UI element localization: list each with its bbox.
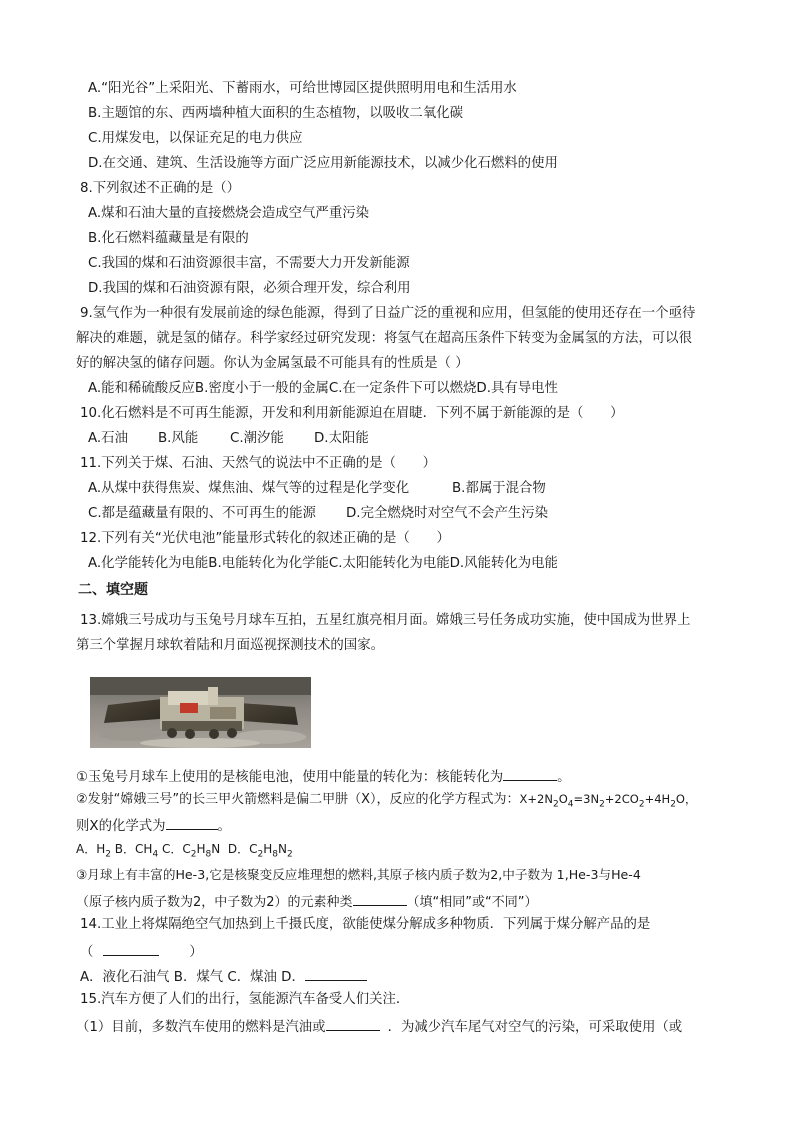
- q15-part-1-text: （1）目前，多数汽车使用的燃料是汽油或: [76, 1020, 326, 1035]
- eq-sub-3: 2: [599, 799, 605, 810]
- q13-line-1: 13.嫦娥三号成功与玉兔号月球车互拍，五星红旗亮相月面。嫦娥三号任务成功实施，使中国成为世界上: [80, 613, 691, 628]
- chemical-equation: [519, 792, 697, 810]
- eq-seg-4: +2CO: [604, 792, 639, 806]
- q8-option-b: B.化石燃料蕴藏量是有限的: [88, 231, 249, 246]
- q12-stem: 12.下列有关“光伏电池”能量形式转化的叙述正确的是（ ）: [80, 531, 450, 546]
- q10-option-d: D.太阳能: [314, 431, 369, 446]
- q10-stem: 10.化石燃料是不可再生能源，开发和利用新能源迫在眉睫．下列不属于新能源的是（ ）: [80, 406, 624, 421]
- q15-stem: 15.汽车方便了人们的出行，氢能源汽车备受人们关注．: [80, 992, 410, 1007]
- q10-option-c: C.潮汐能: [230, 431, 284, 446]
- q13-opt-c-sub-2: 8: [205, 849, 212, 860]
- q14-paren-close: ）: [189, 945, 203, 960]
- q14-options-line: [80, 966, 367, 987]
- q13-part-2-question: 则X的化学式为: [76, 819, 166, 834]
- q14-stem: 14.工业上将煤隔绝空气加热到上千摄氏度，欲能使煤分解成多种物质．下列属于煤分解产品的是: [80, 917, 651, 932]
- q13-opt-d-mid: H: [263, 842, 273, 856]
- q13-opt-a: A．H: [76, 842, 106, 856]
- q11-option-b: B.都属于混合物: [452, 481, 546, 496]
- q13-part-2-line-1: [76, 790, 696, 809]
- q13-part-2-text: ②发射“嫦娥三号”的长三甲火箭燃料是偏二甲肼（X），反应的化学方程式为：: [76, 792, 520, 807]
- q15-part-1-rest: ．为减少汽车尾气对空气的污染，可采取使用（或: [387, 1020, 683, 1035]
- eq-sub-5: 2: [670, 799, 676, 810]
- q13-part-3-text: （原子核内质子数为2，中子数为2）的元素种类: [76, 895, 353, 910]
- q13-opt-b: B．CH: [114, 842, 153, 856]
- q7-option-b: B.主题馆的东、西两墙种植大面积的生态植物，以吸收二氧化碳: [88, 106, 463, 121]
- q13-blank-1[interactable]: [503, 766, 557, 781]
- q14-options: A．液化石油气 B．煤气 C．煤油 D．: [80, 970, 305, 985]
- q13-opt-d-sub-2: 8: [272, 849, 279, 860]
- q13-opt-c-mid: H: [196, 842, 206, 856]
- q13-opt-d-sub-3: 2: [287, 849, 293, 860]
- eq-sub-4: 2: [638, 799, 645, 810]
- eq-sub-2: 4: [567, 799, 574, 810]
- q15-blank-1[interactable]: [326, 1016, 380, 1031]
- q9-line-2: 解决的难题，就是氢的储存。科学家经过研究发现：将氢气在超高压条件下转变为金属氢的方法，可以很: [76, 331, 692, 346]
- q8-stem: 8.下列叙述不正确的是（）: [80, 181, 241, 196]
- q7-option-a: A.“阳光谷”上采阳光、下蓄雨水，可给世博园区提供照明用电和生活用水: [88, 81, 517, 96]
- q13-part-3-end: （填“相同”或“不同”）: [406, 895, 538, 910]
- q13-opt-c: C．C: [162, 842, 191, 856]
- q13-part-1: [76, 766, 571, 787]
- q8-option-d: D.我国的煤和石油资源有限，必须合理开发，综合利用: [88, 281, 411, 296]
- eq-seg-1: X+2N: [519, 792, 553, 806]
- q8-option-a: A.煤和石油大量的直接燃烧会造成空气严重污染: [88, 206, 369, 221]
- q13-part-3-line-1: ③月球上有丰富的He-3,它是核聚变反应堆理想的燃料,其原子核内质子数为2,中子数为 1,He-3与He-4: [76, 867, 641, 882]
- q13-part-1-text: ①玉兔号月球车上使用的是核能电池，使用中能量的转化为：核能转化为: [76, 770, 504, 785]
- q10-option-b: B.风能: [158, 431, 199, 446]
- q13-opt-b-sub: 4: [152, 849, 159, 860]
- eq-seg-5: +4H: [644, 792, 671, 806]
- eq-sub-1: 2: [552, 799, 559, 810]
- q13-opt-d: D．C: [227, 842, 258, 856]
- q13-part-2-line-2: [76, 815, 231, 836]
- lunar-rover-image: [90, 677, 311, 748]
- q9-line-1: 9.氢气作为一种很有发展前途的绿色能源，得到了日益广泛的重视和应用，但氢能的使用还存在一个亟待: [80, 306, 696, 321]
- q7-option-c: C.用煤发电，以保证充足的电力供应: [88, 131, 303, 146]
- q15-part-1: [76, 1016, 682, 1037]
- q13-blank-3[interactable]: [353, 891, 407, 906]
- q9-line-3: 好的解决氢的储存问题。你认为金属氢最不可能具有的性质是（ ）: [76, 356, 469, 371]
- q14-answer-line: [80, 941, 203, 962]
- q13-opt-d-end: N: [278, 842, 287, 856]
- q11-option-a: A.从煤中获得焦炭、煤焦油、煤气等的过程是化学变化: [88, 481, 410, 496]
- eq-seg-2: O: [558, 792, 568, 806]
- q13-line-2: 第三个掌握月球软着陆和月面巡视探测技术的国家。: [76, 638, 384, 653]
- q7-option-d: D.在交通、建筑、生活设施等方面广泛应用新能源技术，以减少化石燃料的使用: [88, 156, 558, 171]
- q14-paren-open: （: [80, 945, 94, 960]
- q13-blank-2[interactable]: [166, 815, 218, 830]
- q11-option-d: D.完全燃烧时对空气不会产生污染: [346, 506, 549, 521]
- q11-option-c: C.都是蕴藏量有限的、不可再生的能源: [88, 506, 316, 521]
- q12-options: A.化学能转化为电能B.电能转化为化学能C.太阳能转化为电能D.风能转化为电能: [88, 556, 558, 571]
- q9-options: A.能和稀硫酸反应B.密度小于一般的金属C.在一定条件下可以燃烧D.具有导电性: [88, 381, 558, 396]
- q13-opt-a-sub: 2: [105, 849, 111, 860]
- q8-option-c: C.我国的煤和石油资源很丰富，不需要大力开发新能源: [88, 256, 410, 271]
- q14-blank-option-d[interactable]: [305, 966, 367, 981]
- lunar-rover-photo: [90, 677, 311, 748]
- eq-seg-6: O，: [675, 792, 697, 806]
- q11-stem: 11.下列关于煤、石油、天然气的说法中不正确的是（ ）: [80, 456, 437, 471]
- q13-part-1-end: 。: [557, 770, 571, 785]
- q13-opt-c-sub-1: 2: [190, 849, 197, 860]
- q13-opt-c-end: N: [211, 842, 221, 856]
- q13-part-2-end: 。: [217, 819, 231, 834]
- section-title-fill-in: 二、填空题: [78, 582, 148, 598]
- q13-part-2-options: [76, 840, 293, 858]
- q13-opt-d-sub-1: 2: [257, 849, 264, 860]
- q10-option-a: A.石油: [88, 431, 128, 446]
- q14-blank-answer[interactable]: [103, 941, 159, 956]
- eq-seg-3: =3N: [573, 792, 600, 806]
- q13-part-3-line-2: [76, 891, 538, 912]
